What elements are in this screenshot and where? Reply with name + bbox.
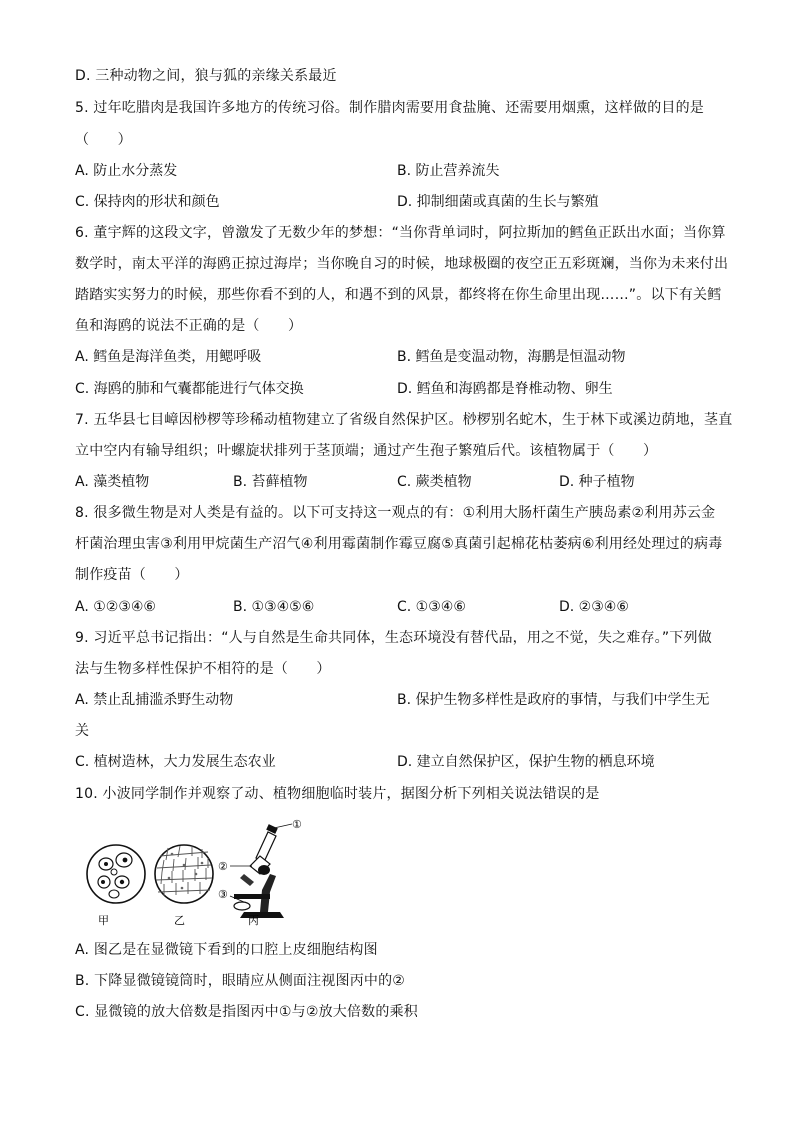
q6-option-b: B. 鳕鱼是变温动物，海鹏是恒温动物: [397, 349, 626, 365]
q8-option-b: B. ①③④⑤⑥: [233, 599, 315, 615]
q6-stem-line3: 踏踏实实努力的时候，那些你看不到的人，和遇不到的风景，都终将在你生命里出现……”。以下有关鳕: [75, 287, 722, 303]
q6-stem-line1: 6. 董宇辉的这段文字，曾激发了无数少年的梦想：“当你背单词时，阿拉斯加的鳕鱼正跃出水面；当你算: [75, 225, 726, 241]
q9-stem-line1: 9. 习近平总书记指出：“人与自然是生命共同体，生态环境没有替代品，用之不觉，失之难存。”下列做: [75, 630, 712, 646]
cell-microscope-figure: [84, 816, 304, 928]
marker-1: ①: [292, 818, 302, 831]
q6-stem-line2: 数学时，南太平洋的海鸥正掠过海岸；当你晚自习的时候，地球极圈的夜空正五彩斑斓，当你为未来付出: [75, 256, 729, 272]
marker-2: ②: [218, 860, 228, 873]
plant-cell-view: [155, 845, 213, 903]
q10-option-b: B. 下降显微镜镜筒时，眼睛应从侧面注视图丙中的②: [75, 973, 406, 989]
q6-stem-line4: 鱼和海鸥的说法不正确的是（ ）: [75, 318, 303, 334]
q9-option-b-wrap: 关: [75, 723, 90, 739]
q7-option-c: C. 蕨类植物: [397, 474, 472, 490]
figure-svg: [84, 816, 304, 928]
q6-option-d: D. 鳕鱼和海鸥都是脊椎动物、卵生: [397, 381, 613, 397]
q5-answer-blank: （ ）: [75, 132, 132, 148]
q10-option-a: A. 图乙是在显微镜下看到的口腔上皮细胞结构图: [75, 942, 378, 958]
q6-option-a: A. 鳕鱼是海洋鱼类，用鳃呼吸: [75, 349, 262, 365]
q8-stem-line2: 杆菌治理虫害③利用甲烷菌生产沼气④利用霉菌制作霉豆腐⑤真菌引起棉花枯萎病⑥利用经处理过的病毒: [75, 536, 723, 552]
q9-stem-line2: 法与生物多样性保护不相符的是（ ）: [75, 661, 331, 677]
q8-option-c: C. ①③④⑥: [397, 599, 466, 615]
q5-stem-line1: 5. 过年吃腊肉是我国许多地方的传统习俗。制作腊肉需要用食盐腌、还需要用烟熏，这样做的目的是: [75, 100, 705, 116]
label-yi: 乙: [174, 914, 185, 927]
q5-option-d: D. 抑制细菌或真菌的生长与繁殖: [397, 194, 599, 210]
q7-option-d: D. 种子植物: [559, 474, 635, 490]
q8-stem-line3: 制作疫苗（ ）: [75, 567, 189, 583]
label-bing: 丙: [248, 914, 259, 927]
q9-option-c: C. 植树造林，大力发展生态农业: [75, 754, 276, 770]
q7-option-a: A. 藻类植物: [75, 474, 150, 490]
q4-option-d: D. 三种动物之间，狼与狐的亲缘关系最近: [75, 68, 337, 84]
q8-option-d: D. ②③④⑥: [559, 599, 629, 615]
q8-option-a: A. ①②③④⑥: [75, 599, 156, 615]
marker-3: ③: [218, 888, 228, 901]
animal-cell-view: [87, 845, 145, 903]
q9-option-d: D. 建立自然保护区，保护生物的栖息环境: [397, 754, 655, 770]
q5-option-a: A. 防止水分蒸发: [75, 163, 178, 179]
q10-option-c: C. 显微镜的放大倍数是指图丙中①与②放大倍数的乘积: [75, 1004, 418, 1020]
q7-option-b: B. 苔藓植物: [233, 474, 308, 490]
q7-stem-line2: 立中空内有输导组织；叶螺旋状排列于茎顶端；通过产生孢子繁殖后代。该植物属于（ ）: [75, 443, 658, 459]
q6-option-c: C. 海鸥的肺和气囊都能进行气体交换: [75, 381, 304, 397]
q7-stem-line1: 7. 五华县七目嶂因桫椤等珍稀动植物建立了省级自然保护区。桫椤别名蛇木，生于林下或溪边荫地，茎直: [75, 412, 733, 428]
q9-option-a: A. 禁止乱捕滥杀野生动物: [75, 692, 234, 708]
q8-stem-line1: 8. 很多微生物是对人类是有益的。以下可支持这一观点的有：①利用大肠杆菌生产胰岛素②利用苏云金: [75, 505, 716, 521]
q10-stem: 10. 小波同学制作并观察了动、植物细胞临时装片，据图分析下列相关说法错误的是: [75, 786, 600, 802]
q5-option-b: B. 防止营养流失: [397, 163, 500, 179]
microscope-view: [230, 824, 292, 918]
q9-option-b: B. 保护生物多样性是政府的事情，与我们中学生无: [397, 692, 710, 708]
label-jia: 甲: [98, 914, 109, 927]
q5-option-c: C. 保持肉的形状和颜色: [75, 194, 220, 210]
